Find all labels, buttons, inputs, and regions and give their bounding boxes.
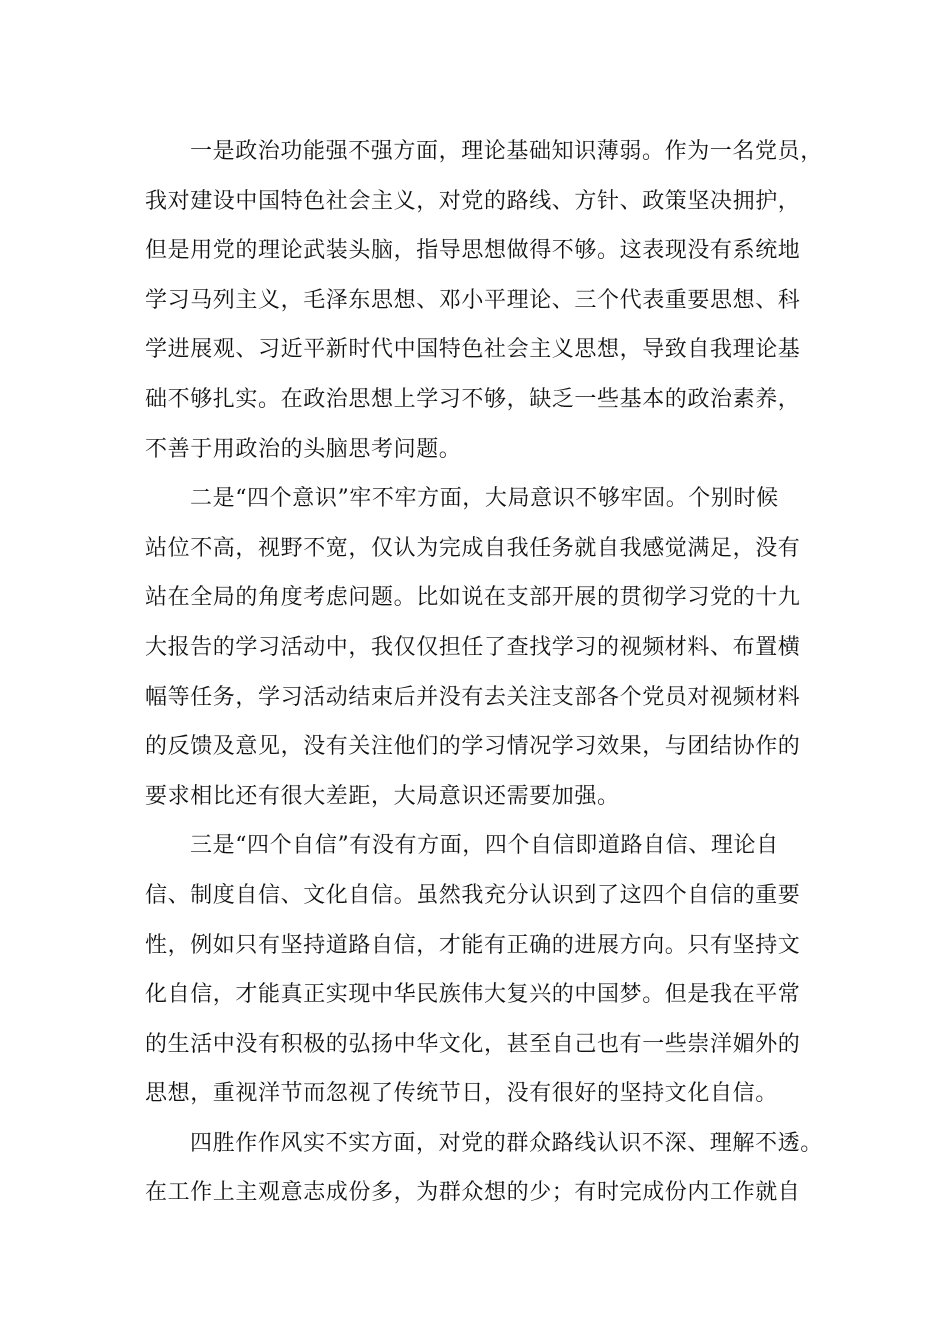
text-line: 二是“四个意识”牢不牢方面，大局意识不够牢固。个别时候 (190, 486, 779, 512)
text-line: 大报告的学习活动中，我仅仅担任了查找学习的视频材料、布置横 (145, 634, 801, 660)
text-line: 三是“四个自信”有没有方面，四个自信即道路自信、理论自 (190, 833, 779, 859)
text-line: 不善于用政治的头脑思考问题。 (145, 436, 462, 462)
paragraph-work-style (145, 1119, 835, 1218)
text-line: 的反馈及意见，没有关注他们的学习情况学习效果，与团结协作的 (145, 734, 801, 760)
text-line: 幅等任务，学习活动结束后并没有去关注支部各个党员对视频材料 (145, 684, 801, 710)
paragraph-political-function (145, 127, 835, 474)
text-line: 学进展观、习近平新时代中国特色社会主义思想，导致自我理论基 (145, 337, 801, 363)
text-line: 站位不高，视野不宽，仅认为完成自我任务就自我感觉满足，没有 (145, 535, 801, 561)
text-line: 思想，重视洋节而忽视了传统节日，没有很好的坚持文化自信。 (145, 1081, 778, 1107)
text-line: 的生活中没有积极的弘扬中华文化，甚至自己也有一些崇洋媚外的 (145, 1031, 801, 1057)
text-line: 一是政治功能强不强方面，理论基础知识薄弱。作为一名党员， (190, 139, 823, 164)
text-line: 学习马列主义，毛泽东思想、邓小平理论、三个代表重要思想、科 (145, 287, 801, 313)
text-line: 四胜作作风实不实方面，对党的群众路线认识不深、理解不透。 (190, 1130, 823, 1156)
text-line: 化自信，才能真正实现中华民族伟大复兴的中国梦。但是我在平常 (145, 982, 801, 1008)
paragraph-four-consciousness (145, 474, 835, 821)
text-line: 我对建设中国特色社会主义，对党的路线、方针、政策坚决拥护， (145, 188, 801, 214)
text-line: 在工作上主观意志成份多，为群众想的少；有时完成份内工作就自 (145, 1180, 801, 1206)
text-line: 础不够扎实。在政治思想上学习不够，缺乏一些基本的政治素养， (145, 386, 801, 412)
text-line: 站在全局的角度考虑问题。比如说在支部开展的贯彻学习党的十九 (145, 585, 801, 611)
text-line: 信、制度自信、文化自信。虽然我充分认识到了这四个自信的重要 (145, 882, 801, 908)
text-line: 性，例如只有坚持道路自信，才能有正确的进展方向。只有坚持文 (145, 932, 801, 958)
document-body (145, 127, 835, 1218)
text-line: 要求相比还有很大差距，大局意识还需要加强。 (145, 783, 620, 809)
text-line: 但是用党的理论武装头脑，指导思想做得不够。这表现没有系统地 (145, 238, 801, 264)
paragraph-four-confidences (145, 821, 835, 1119)
